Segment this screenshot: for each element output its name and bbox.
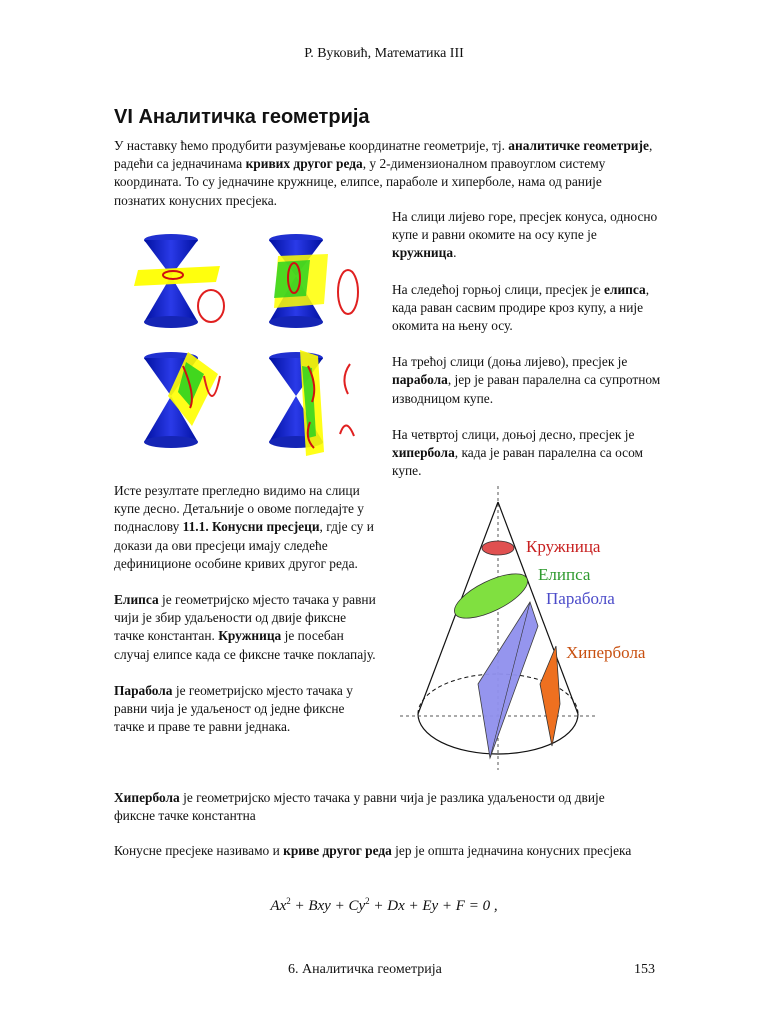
paragraph-second-order-curves: Конусне пресјеке називамо и криве другог реда јер је општа једначина конусних пресјека [114,843,632,858]
left-column-text [114,482,376,736]
page-number: 153 [634,962,655,977]
cone-sections-figure [128,226,386,474]
section-title: VI Аналитичка геометрија [114,106,370,128]
right-column-text [392,208,662,480]
intro-paragraph: У наставку ћемо продубити разумјевање координатне геометрије, тј. аналитичке геометрије, радећи са једначинама кривих другог реда, у 2-димензионалном правоуглом систему координата. То су једначине кружнице, елипсе, параболе и хиперболе, нама од раније познатих конусних пресјека. [114,138,653,208]
general-conic-equation: $Ax^2$ + Bxy + $Cy^2 + Dx + Ey + F = 0$ , [270,896,498,914]
paragraph-parabola-definition: Парабола је геометријско мјесто тачака у равни чија је удаљеност од једне фиксне тачке и праве те равни једнака. [114,682,353,735]
label-circle: Кружница [526,537,601,556]
cone-hyperbola-figure [269,350,354,456]
cone-circle-figure [134,234,224,328]
circle-section [482,541,514,555]
cone-parabola-figure [144,352,220,448]
cone-conic-sections-diagram [398,484,646,774]
paragraph-parabola: На трећој слици (доња лијево), пресјек је парабола, јер је раван паралелна са супротном изводницом купе. [392,354,661,406]
parabola-section [478,602,538,758]
label-parabola: Парабола [546,589,615,608]
page-header: Р. Вуковић, Математика III [304,46,464,61]
cone-ellipse-figure [269,234,358,328]
paragraph-ellipse-definition: Елипса је геометријско мјесто тачака у равни чији је збир удаљености од двије фиксне тачке константан. Кружница је посебан случај елипсе када се фиксне тачке поклапају. [114,592,376,662]
paragraph-circle: На слици лијево горе, пресјек конуса, односно купе и равни окомите на осу купе је кружница. [392,209,658,261]
hyperbola-section [540,646,560,746]
footer-chapter: 6. Аналитичка геометрија [288,962,442,977]
label-hyperbola: Хипербола [566,643,646,662]
paragraph-hyperbola-definition: Хипербола је геометријско мјесто тачака у равни чија је разлика удаљености од двије фиксне тачке константна [114,790,605,824]
paragraph-ellipse: На следећој горњој слици, пресјек је елипса, када раван сасвим продире кроз купу, а није окомита на њену осу. [392,281,650,334]
paragraph-results: Исте резултате прегледно видимо на слици купе десно. Детаљније о овоме погледајте у поднаслову 11.1. Конусни пресјеци, гдје су и докази да ови пресјеци имају следеће дефиниционе особине кривих другог реда. [114,483,374,571]
paragraph-hyperbola: На четвртој слици, доњој десно, пресјек је хипербола, када је раван паралелна са осом купе. [392,426,643,479]
label-ellipse: Елипса [538,565,591,584]
